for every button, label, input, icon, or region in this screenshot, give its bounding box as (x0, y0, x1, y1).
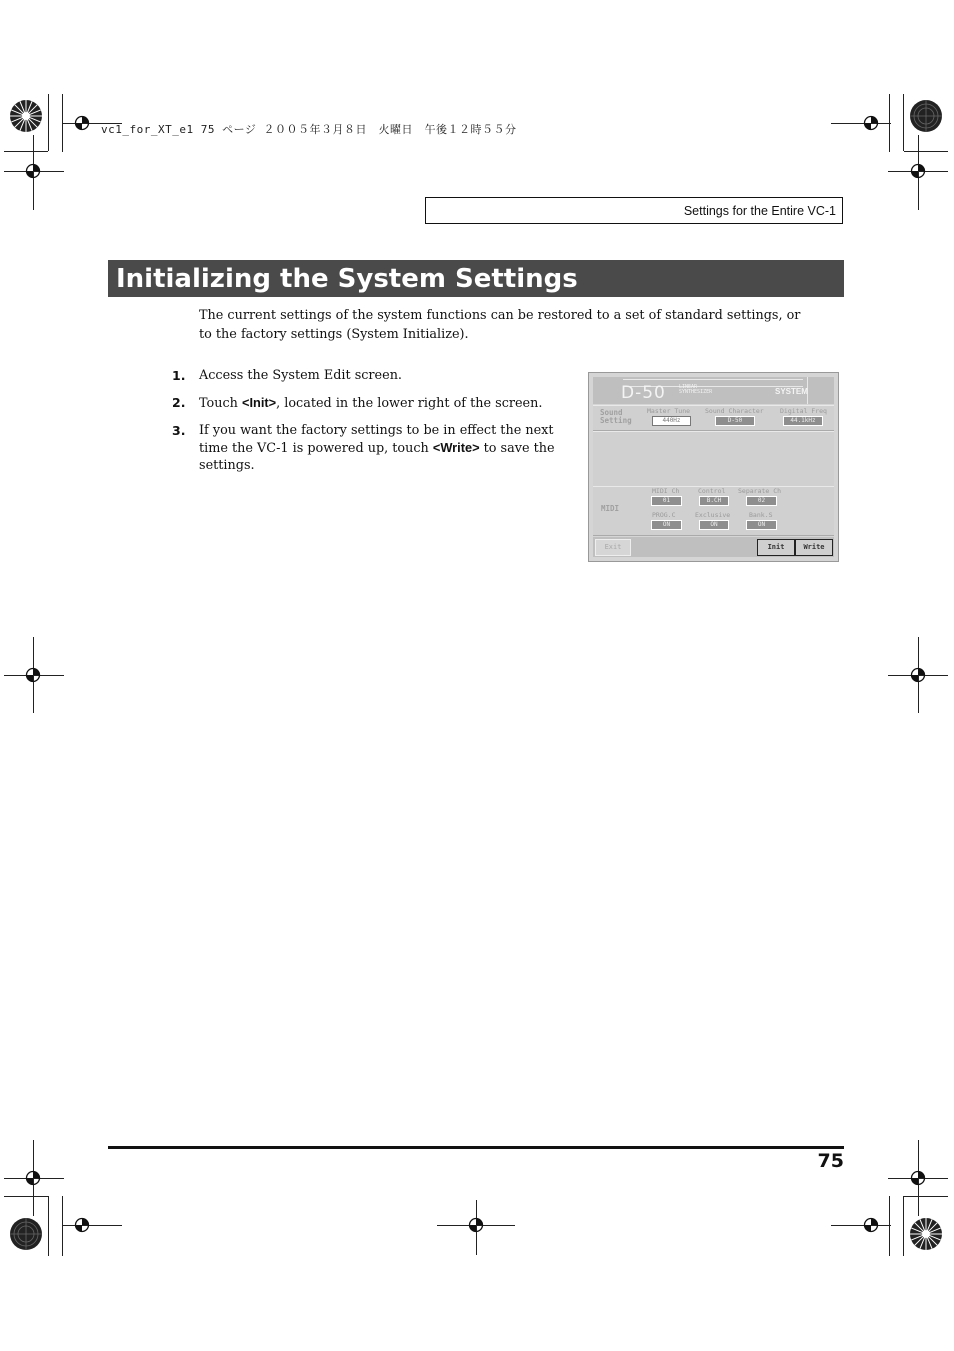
step-number: 1. (172, 368, 186, 383)
starburst-mark-icon (9, 99, 43, 133)
step-text: If you want the factory settings to be in effect the next time the VC-1 is powered up, touch <Write> to save the settings. (199, 423, 555, 473)
sound-character-value[interactable]: D-50 (715, 416, 755, 426)
section-header-box (425, 197, 843, 224)
registration-mark-icon (24, 1169, 42, 1187)
exclusive-value[interactable]: ON (699, 520, 729, 530)
sound-setting-label: Sound Setting (600, 408, 632, 425)
registration-mark-icon (24, 666, 42, 684)
step-number: 3. (172, 423, 186, 438)
separate-ch-value[interactable]: 02 (746, 496, 777, 506)
registration-mark-icon (909, 666, 927, 684)
page-title (108, 260, 844, 297)
mode-label: SYSTEM (775, 387, 808, 396)
init-button[interactable]: Init (757, 539, 795, 556)
starburst-mark-icon (909, 1217, 943, 1251)
registration-mark-icon (909, 1169, 927, 1187)
system-edit-screenshot: D-50 LINEAR SYNTHESIZER SYSTEM Sound Setting Master Tune 440Hz Sound Character D-50 Digital Freq 44.1kHz MIDI MIDI Ch 01 Control B.CH Separate Ch 02 PROG.C ON Exclusive ON Bank.S ON Exit Init Write (588, 372, 839, 562)
logo-subtitle: LINEAR SYNTHESIZER (679, 384, 713, 395)
d50-logo: D-50 (621, 383, 666, 403)
master-tune-value[interactable]: 440Hz (652, 416, 691, 426)
registration-mark-icon (862, 1216, 880, 1234)
starburst-mark-icon (909, 99, 943, 133)
registration-mark-icon (24, 162, 42, 180)
page-number: 75 (817, 1150, 844, 1172)
section-label: Settings for the Entire VC-1 (683, 203, 836, 218)
empty-panel (593, 431, 834, 487)
print-slug: vc1_for_XT_e1 75 ページ ２００５年３月８日 火曜日 午後１２時５５分 (101, 123, 517, 136)
control-value[interactable]: B.CH (699, 496, 729, 506)
intro-paragraph: The current settings of the system functions can be restored to a set of standard settings, or to the factory settings (System Initialize). (199, 308, 801, 342)
exit-button[interactable]: Exit (595, 539, 631, 556)
write-key-label: <Write> (432, 440, 480, 455)
digital-freq-value[interactable]: 44.1kHz (783, 416, 823, 426)
registration-mark-icon (909, 162, 927, 180)
starburst-mark-icon (9, 1217, 43, 1251)
midi-ch-value[interactable]: 01 (651, 496, 682, 506)
page-title-text: Initializing the System Settings (116, 263, 578, 294)
init-key-label: <Init> (241, 395, 277, 410)
step-text: Access the System Edit screen. (199, 368, 403, 383)
prog-c-value[interactable]: ON (651, 520, 682, 530)
bank-s-value[interactable]: ON (746, 520, 777, 530)
registration-mark-icon (73, 114, 91, 132)
step-text: Touch <Init>, located in the lower right of the screen. (199, 395, 543, 411)
midi-label: MIDI (601, 504, 620, 513)
registration-mark-icon (467, 1216, 485, 1234)
write-button[interactable]: Write (795, 539, 833, 556)
step-number: 2. (172, 395, 186, 410)
registration-mark-icon (862, 114, 880, 132)
footer-rule (108, 1146, 844, 1149)
registration-mark-icon (73, 1216, 91, 1234)
